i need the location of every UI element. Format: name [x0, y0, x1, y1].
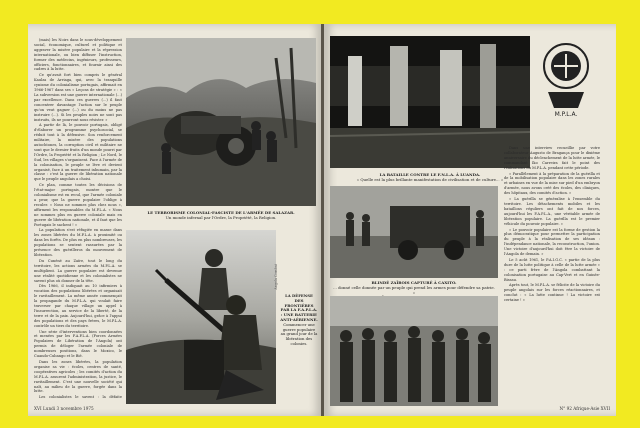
right-page — [324, 24, 616, 416]
photo-soldiers-vehicle — [126, 38, 316, 206]
paragraph: Une série d'interventions bien coordonnées et menées par les F.A.P.L.A. (Forces Armées Populaires de Libération de l'Angola) ont permis de déloger l'armée coloniale de nombreuses positions, dans le Moxico, le Cuando-Cubango et le Bié. — [34, 329, 122, 359]
paragraph: Dans les zones libérées, la population organise sa vie : écoles, centres de santé, coopératives agricoles ; les comités d'action du M.P.L.A. assurent l'administration, la justice, le ravitaillement. C'est une nouvelle société qui naît, au milieu de la guerre, forgée dans la lutte. — [34, 360, 122, 394]
left-col1-text — [34, 38, 122, 400]
paragraph: Après tout, le M.P.L.A. se félicite de la victoire du peuple angolais sur les forces réactionnaires, et conclut : « La lutte continue ! La victoire est certaine ! » — [504, 283, 600, 303]
photo2-side-caption — [280, 294, 318, 347]
photo-captured-vehicle — [330, 186, 498, 278]
left-page — [28, 24, 322, 416]
paragraph: Ce qu'avait fort bien compris le général Kaulza de Arriaga, qui, avec la tranquille cynisme du colonialisme portugais, affirmait en 1966-1967 dans ses « Leçons de stratégie » : « La subversion est une guerre internationale (...) par excellence. Dans ces guerres (...) il faut concentrer davantage l'action sur le peuple qu'on veut gagner (...) ou du moins ne pas instruire (…). Si les peuples noirs ne sont pas instruits, ils ne pourront nous résister. » — [34, 73, 122, 122]
right-col-text — [504, 146, 600, 402]
paragraph: « Le pouvoir populaire est la forme de gestion la plus démocratique pour permettre la participation du peuple à la réalisation de ses idéaux : l'indépendance nationale, la reconstruction, l'union. Une victoire d'aujourd'hui doit être la victoire de l'Angola de demain. » — [504, 227, 600, 257]
paragraph: « Parallèlement à la préparation de la guérilla et de la mobilisation populaire dans les zones rurales et urbaines en vue de la mise sur pied d'un embryon d'armée, nous avons créé des écoles, des cliniques, des hôpitaux, des comités d'action. » — [504, 171, 600, 196]
mpla-emblem-icon — [534, 36, 598, 118]
photo3-caption — [332, 172, 528, 182]
photo1-caption — [128, 210, 314, 220]
svg-text:M.P.L.A.: M.P.L.A. — [554, 111, 578, 118]
paragraph: (mais) les Noirs dans le sous-développement social, économique, culturel et politique et aggraver la misère populaire et la répression internationale, ou bien diffuser l'instruction, former des médecins, ingénieurs, professeurs, officiers, fonctionnaires, et fournir ainsi des cadres à la lutte. — [34, 38, 122, 72]
right-footer: N° 92 Afrique-Asie XVII — [559, 406, 610, 411]
caption-text: Un monde infernal par l'Ordre, la Propriété, la Religion. — [165, 215, 277, 220]
photo-luanda-battle — [330, 36, 530, 168]
photo-credit: Angola Combat — [274, 264, 278, 290]
paragraph: La population s'est réfugiée en masse dans les zones libérées du M.P.L.A. à proximité ou dans les forêts. De plus en plus nombreuses, les populations se sentent rassurées par la présence des guérilleros du mouvement de libération. — [34, 228, 122, 257]
paragraph: Dès 1966, il indiquait au 10 infirmiers à vocation des populations libérées et organisait le ravitaillement. La même année commençait la propagande du M.P.L.A. qui voulait faire traverser par chaque village un appel à l'insurrection, au service de la liberté, de la terre et de la paix. Aujourd'hui, grâce à l'appui des populations et des pays frères, le M.P.L.A. contrôle un tiers du territoire. — [34, 284, 122, 328]
paragraph: Les colonialistes le savent : la défaite — [39, 395, 122, 400]
caption-title: LA BATAILLE CONTRE LE F.N.L.A. À LUANDA. — [379, 172, 481, 177]
paragraph: Du Cunéné au Zaïre, tout le long du territoire, les actions armées du M.P.L.A. se multiplient. La guerre populaire est devenue une réalité quotidienne et les colonialistes ne savent plus où donner de la tête. — [34, 258, 122, 283]
photo-prisoners — [330, 296, 498, 406]
caption-title: LE TERRORISME COLONIAL-FASCISTE DE L'ARMÉE DE SALAZAR. — [147, 210, 295, 215]
paragraph: Le 5 août 1961, le P.A.I.G.C. « partie de la plus dure de la lutte politique à celle de la lutte armée » : ce parti frère de l'Angola combattant la colonisation portugaise au Cap-Vert et en Guinée-Bissau. — [504, 257, 600, 282]
paragraph: « La guérilla se généralise à l'ensemble du territoire. Les détachements mobiles et les bataillons réguliers ont fait de nos forces, aujourd'hui les F.A.P.L.A., une véritable armée de libération populaire. La guérilla est le premier véhicule du pouvoir populaire. » — [504, 197, 600, 226]
caption-title: BLINDÉ ZAÏROIS CAPTURÉ À CAXITO. — [371, 280, 457, 285]
paragraph: Dans une interview recueillie par votre collaborateur Augusto de Bragança pour le dixième anniversaire du déclenchement de la lutte armée, le commandant Iko Carreira fait le point des réalisations du M.P.L.A. pendant cette période. — [504, 146, 600, 170]
paragraph: A partir de là, le pouvoir portugais, obligé d'élaborer un programme psychosocial, se réduit tout à la défensive. Son renforcement militaire, la misère des populations autochtones, la corruption civil et militaire ne sont que le dernier fruits d'un monde pourri par l'Ordre, la Propriété et la Religion ; Le Nord, le Sud, les villages s'organisent. Face à l'armée de la colonisation, le peuple se lève et devient organisé, face à un traitement inhumain, par la classe : c'est la guerre de libération nationale que le peuple angolais a choisi. — [34, 123, 122, 182]
paragraph: Ce plan, comme toutes les décisions de l'état-major portugais, montre que le colonialisme est en recul, que l'armée coloniale a peur, que la guerre populaire l'oblige à reculer. « Nous ne sommes plus chez nous », affirment les responsables du M.P.L.A. « Nous ne sommes plus en guerre coloniale mais en guerre de libération nationale, et il faut que les Portugais le sachent ! » — [34, 183, 122, 227]
caption-text: ... donné celle donnée par un peuple qui prend les armes pour défendre sa patrie. » — [333, 285, 495, 295]
caption-text: « Quelle est la plus brillante manifestation de civilisation et de culture... » — [356, 177, 504, 182]
caption-title: LA DÉFENSE DES FRONTIÈRES PAR LA F.A.P.L.A. : UNE BATTERIE ANTI-AÉRIENNE. — [280, 293, 318, 322]
left-footer: XVI Lundi 3 novembre 1975 — [34, 406, 94, 411]
caption-text: Commencer une guerre populaire au grand jour de la libération des colonies. — [280, 321, 318, 346]
photo-anti-aircraft-gun — [126, 230, 276, 404]
